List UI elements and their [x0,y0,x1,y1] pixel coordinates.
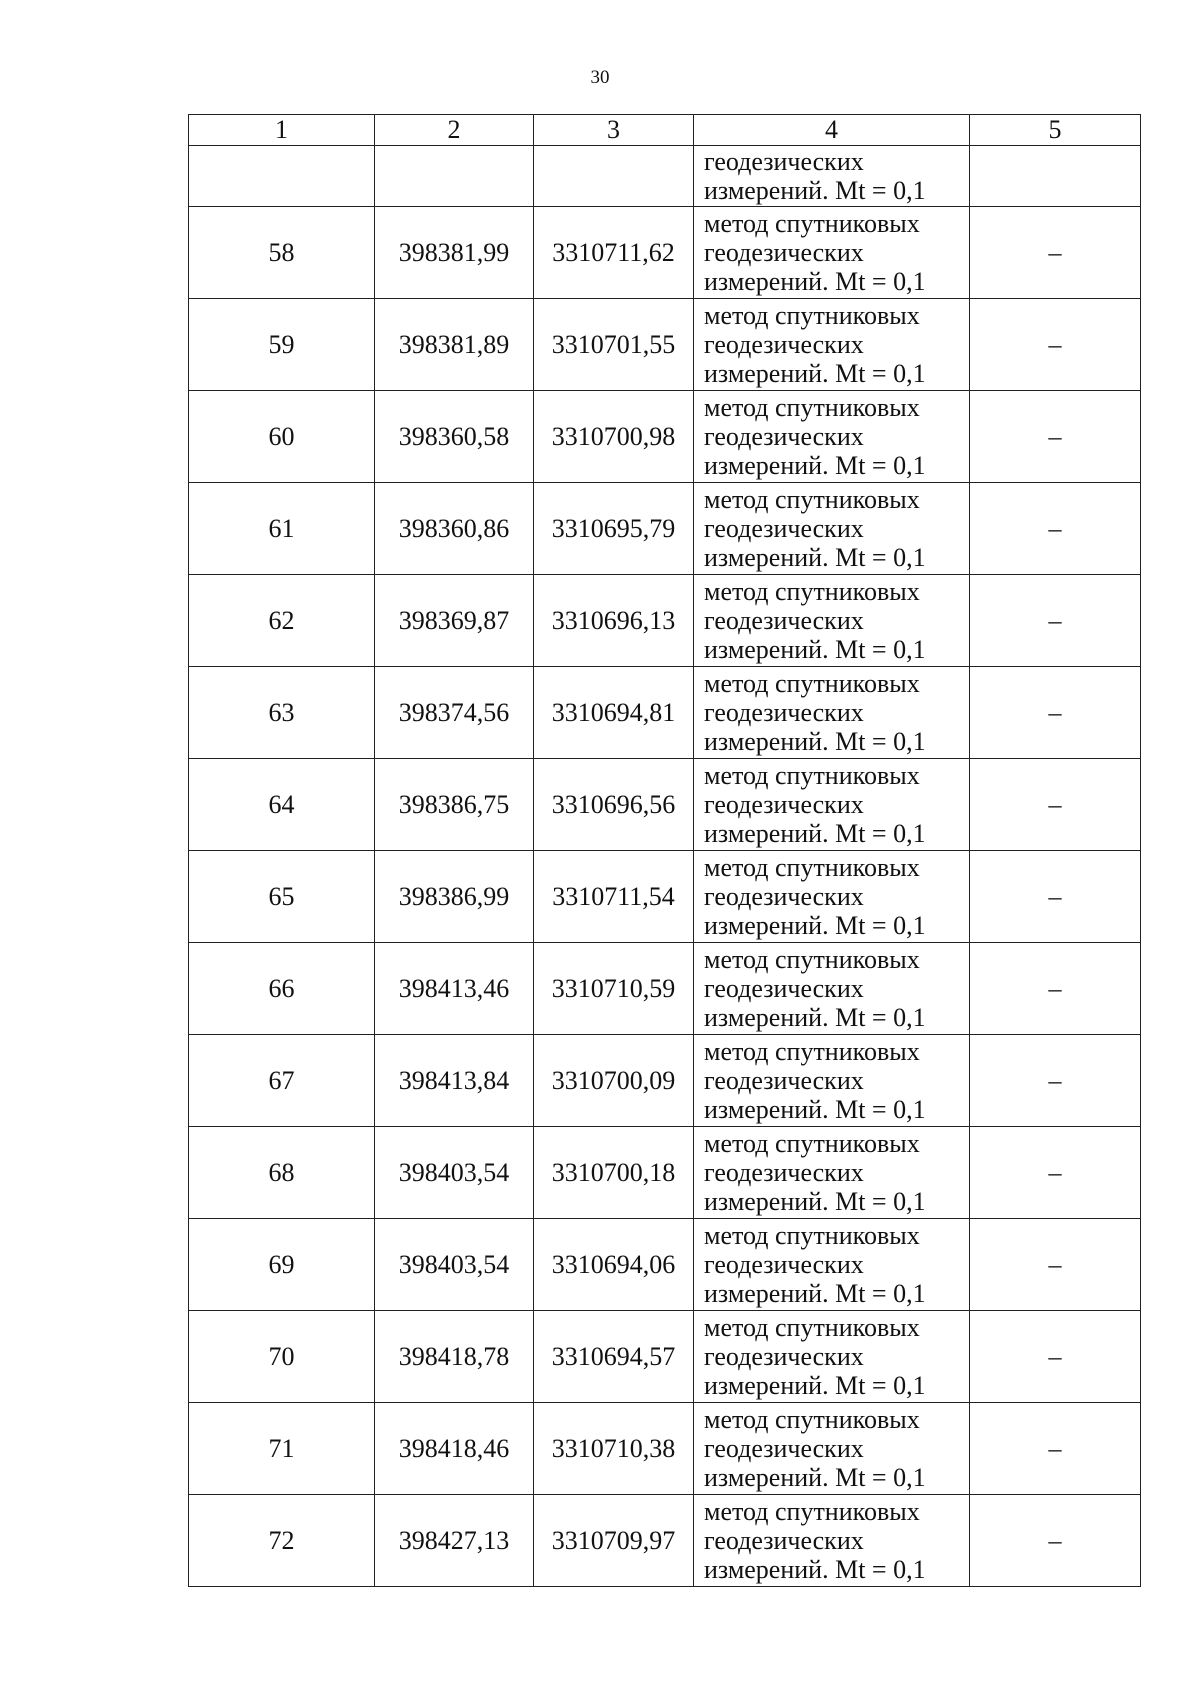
method-cell: метод спутниковых геодезических измерений. Mt = 0,1 [694,575,970,667]
table-row [189,759,1141,851]
method-cell: метод спутниковых геодезических измерений. Mt = 0,1 [694,391,970,483]
point-number-cell: 61 [189,483,375,575]
table-row [189,1219,1141,1311]
point-number-cell: 58 [189,207,375,299]
y-coordinate-cell: 3310696,56 [534,759,694,851]
column-5-cell: – [970,299,1141,391]
x-coordinate-cell [375,146,534,207]
method-cell: метод спутниковых геодезических измерений. Mt = 0,1 [694,1311,970,1403]
table-row [189,207,1141,299]
column-5-cell [970,146,1141,207]
point-number-cell: 68 [189,1127,375,1219]
x-coordinate-cell: 398403,54 [375,1219,534,1311]
table-row [189,1495,1141,1587]
y-coordinate-cell [534,146,694,207]
column-header: 3 [534,115,694,146]
y-coordinate-cell: 3310694,06 [534,1219,694,1311]
x-coordinate-cell: 398369,87 [375,575,534,667]
x-coordinate-cell: 398427,13 [375,1495,534,1587]
table-row [189,1403,1141,1495]
y-coordinate-cell: 3310696,13 [534,575,694,667]
method-cell: метод спутниковых геодезических измерений. Mt = 0,1 [694,851,970,943]
column-5-cell: – [970,667,1141,759]
column-5-cell: – [970,483,1141,575]
column-5-cell: – [970,943,1141,1035]
x-coordinate-cell: 398360,58 [375,391,534,483]
table-row-continuation [189,146,1141,207]
point-number-cell: 60 [189,391,375,483]
x-coordinate-cell: 398386,75 [375,759,534,851]
table-row [189,575,1141,667]
point-number-cell: 66 [189,943,375,1035]
y-coordinate-cell: 3310711,62 [534,207,694,299]
column-header: 5 [970,115,1141,146]
table-row [189,1311,1141,1403]
column-header: 1 [189,115,375,146]
table-row [189,483,1141,575]
column-5-cell: – [970,207,1141,299]
column-5-cell: – [970,1403,1141,1495]
x-coordinate-cell: 398374,56 [375,667,534,759]
point-number-cell: 69 [189,1219,375,1311]
column-5-cell: – [970,759,1141,851]
y-coordinate-cell: 3310701,55 [534,299,694,391]
table-row [189,1035,1141,1127]
method-cell: метод спутниковых геодезических измерений. Mt = 0,1 [694,943,970,1035]
method-cell: геодезических измерений. Mt = 0,1 [694,146,970,207]
point-number-cell: 72 [189,1495,375,1587]
column-5-cell: – [970,391,1141,483]
x-coordinate-cell: 398386,99 [375,851,534,943]
x-coordinate-cell: 398360,86 [375,483,534,575]
point-number-cell: 59 [189,299,375,391]
table-row [189,943,1141,1035]
point-number-cell: 67 [189,1035,375,1127]
method-cell: метод спутниковых геодезических измерений. Mt = 0,1 [694,483,970,575]
column-5-cell: – [970,1219,1141,1311]
x-coordinate-cell: 398418,78 [375,1311,534,1403]
table-row [189,667,1141,759]
method-cell: метод спутниковых геодезических измерений. Mt = 0,1 [694,1127,970,1219]
column-header: 4 [694,115,970,146]
x-coordinate-cell: 398381,99 [375,207,534,299]
column-5-cell: – [970,1311,1141,1403]
x-coordinate-cell: 398413,84 [375,1035,534,1127]
table-row [189,851,1141,943]
method-cell: метод спутниковых геодезических измерений. Mt = 0,1 [694,1403,970,1495]
column-5-cell: – [970,575,1141,667]
table-header-row [189,115,1141,146]
point-number-cell: 64 [189,759,375,851]
method-cell: метод спутниковых геодезических измерений. Mt = 0,1 [694,667,970,759]
point-number-cell: 70 [189,1311,375,1403]
y-coordinate-cell: 3310710,38 [534,1403,694,1495]
x-coordinate-cell: 398381,89 [375,299,534,391]
y-coordinate-cell: 3310700,09 [534,1035,694,1127]
column-5-cell: – [970,1127,1141,1219]
y-coordinate-cell: 3310695,79 [534,483,694,575]
column-5-cell: – [970,1495,1141,1587]
point-number-cell [189,146,375,207]
y-coordinate-cell: 3310694,81 [534,667,694,759]
point-number-cell: 63 [189,667,375,759]
point-number-cell: 71 [189,1403,375,1495]
table-row [189,391,1141,483]
y-coordinate-cell: 3310710,59 [534,943,694,1035]
table-row [189,299,1141,391]
y-coordinate-cell: 3310694,57 [534,1311,694,1403]
y-coordinate-cell: 3310700,98 [534,391,694,483]
column-5-cell: – [970,1035,1141,1127]
method-cell: метод спутниковых геодезических измерений. Mt = 0,1 [694,1219,970,1311]
point-number-cell: 62 [189,575,375,667]
coordinates-table [188,114,1141,1587]
method-cell: метод спутниковых геодезических измерений. Mt = 0,1 [694,1495,970,1587]
method-cell: метод спутниковых геодезических измерений. Mt = 0,1 [694,299,970,391]
column-5-cell: – [970,851,1141,943]
page-number: 30 [590,67,610,88]
y-coordinate-cell: 3310700,18 [534,1127,694,1219]
column-header: 2 [375,115,534,146]
point-number-cell: 65 [189,851,375,943]
method-cell: метод спутниковых геодезических измерений. Mt = 0,1 [694,207,970,299]
y-coordinate-cell: 3310709,97 [534,1495,694,1587]
x-coordinate-cell: 398418,46 [375,1403,534,1495]
table-row [189,1127,1141,1219]
method-cell: метод спутниковых геодезических измерений. Mt = 0,1 [694,759,970,851]
x-coordinate-cell: 398403,54 [375,1127,534,1219]
y-coordinate-cell: 3310711,54 [534,851,694,943]
x-coordinate-cell: 398413,46 [375,943,534,1035]
method-cell: метод спутниковых геодезических измерений. Mt = 0,1 [694,1035,970,1127]
